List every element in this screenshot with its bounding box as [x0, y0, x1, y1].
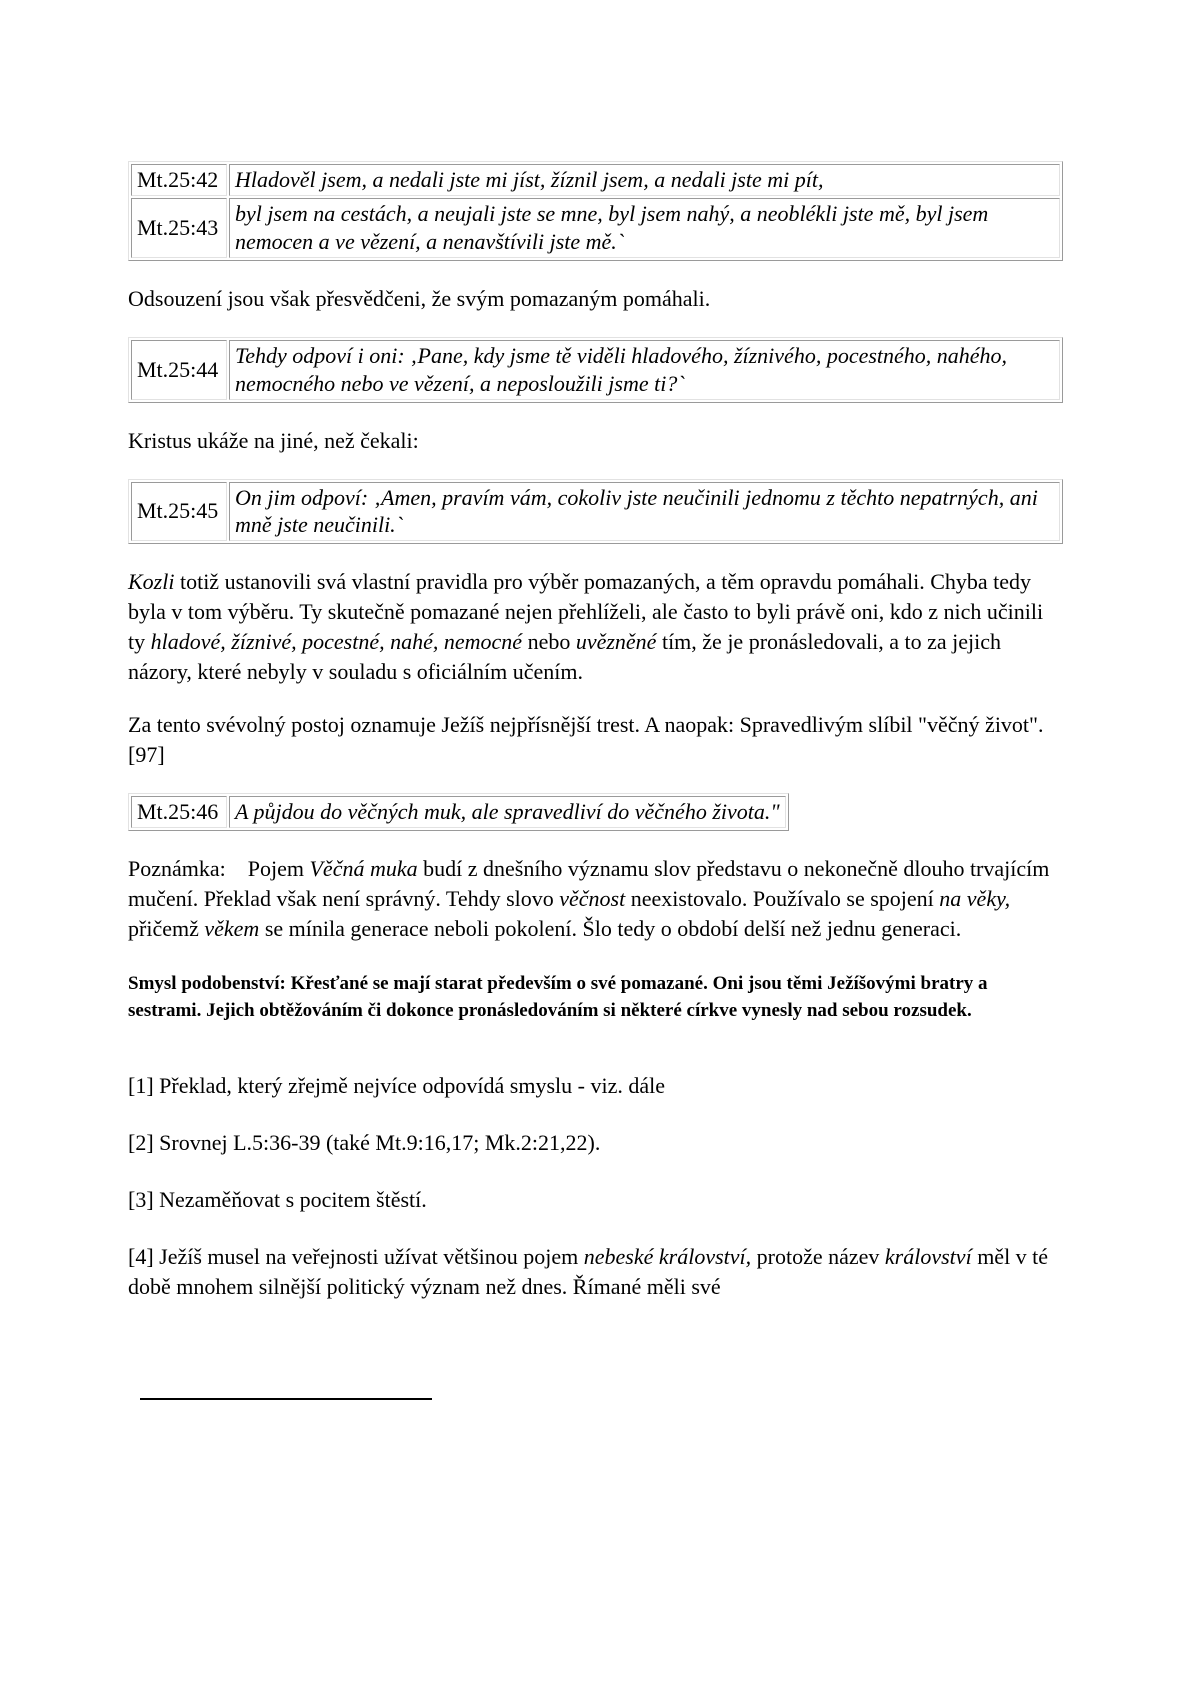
- verse-text-cell: A půjdou do věčných muk, ale spravedliví do věčného života.": [229, 796, 786, 828]
- verse-table-mt2546: [128, 793, 789, 831]
- verse-ref-cell: Mt.25:46: [131, 796, 227, 828]
- footnote-4: [4] Ježíš musel na veřejnosti užívat většinou pojem nebeské království, protože název království měl v té době mnohem silnější politický význam než dnes. Římané měli své: [128, 1244, 1049, 1300]
- footnote-separator: [140, 1398, 432, 1400]
- verse-row: [131, 164, 1060, 196]
- verse-text-cell: byl jsem na cestách, a neujali jste se mne, byl jsem nahý, a neoblékli jste mě, byl jsem nemocen a ve vězení, a nenavštívili jste mě.`: [229, 198, 1060, 258]
- footnote-2: [2] Srovnej L.5:36-39 (také Mt.9:16,17; Mk.2:21,22).: [128, 1130, 601, 1156]
- paragraph-odsouzeni: Odsouzení jsou však přesvědčeni, že svým pomazaným pomáhali.: [128, 285, 711, 311]
- footnotes-section: [128, 1071, 1063, 1302]
- paragraph-kozli: Kozli totiž ustanovili svá vlastní pravidla pro výběr pomazaných, a těm opravdu pomáhali. Chyba tedy byla v tom výběru. Ty skutečně pomazané nejen přehlíželi, ale často to byli právě oni, kdo z nich učinili ty hladové, žíznivé, pocestné, nahé, nemocné nebo uvězněné tím, že je pronásledovali, a to za jejich názory, které nebyly v souladu s oficiálním učením.: [128, 569, 1044, 685]
- verse-table-mt2545: [128, 479, 1063, 545]
- verse-text-cell: On jim odpoví: ‚Amen, pravím vám, cokoliv jste neučinili jednomu z těchto nepatrných, ani mně jste neučinili.`: [229, 482, 1060, 542]
- paragraph-trest: Za tento svévolný postoj oznamuje Ježíš nejpřísnější trest. A naopak: Spravedlivým slíbil "věčný život". [97]: [128, 712, 1044, 767]
- footnote-3: [3] Nezaměňovat s pocitem štěstí.: [128, 1187, 427, 1213]
- verse-row: [131, 796, 786, 828]
- verse-text-cell: Hladověl jsem, a nedali jste mi jíst, žíznil jsem, a nedali jste mi pít,: [229, 164, 1060, 196]
- verse-row: [131, 340, 1060, 400]
- paragraph-smysl-podobenstvi: Smysl podobenství: Křesťané se mají starat především o své pomazané. Oni jsou těmi Ježíšovými bratry a sestrami. Jejich obtěžováním či dokonce pronásledováním si některé církve vynesly nad sebou rozsudek.: [128, 973, 988, 1022]
- verse-row: [131, 482, 1060, 542]
- verse-ref-cell: Mt.25:44: [131, 340, 227, 400]
- verse-text-cell: Tehdy odpoví i oni: ‚Pane, kdy jsme tě viděli hladového, žíznivého, pocestného, nahého, nemocného nebo ve vězení, a neposloužili jsme ti?`: [229, 340, 1060, 400]
- footnote-1: [1] Překlad, který zřejmě nejvíce odpovídá smyslu - viz. dále: [128, 1073, 665, 1099]
- paragraph-kristus: Kristus ukáže na jiné, než čekali:: [128, 427, 419, 453]
- verse-table-mt2542-43: [128, 161, 1063, 261]
- paragraph-poznamka: Poznámka: Pojem Věčná muka budí z dnešního významu slov představu o nekonečně dlouho trvajícím mučení. Překlad však není správný. Tehdy slovo věčnost neexistovalo. Používalo se spojení na věky, přičemž věkem se mínila generace neboli pokolení. Šlo tedy o období delší než jednu generaci.: [128, 855, 1050, 941]
- verse-ref-cell: Mt.25:45: [131, 482, 227, 542]
- verse-table-mt2544: [128, 337, 1063, 403]
- verse-row: [131, 198, 1060, 258]
- verse-ref-cell: Mt.25:43: [131, 198, 227, 258]
- verse-ref-cell: Mt.25:42: [131, 164, 227, 196]
